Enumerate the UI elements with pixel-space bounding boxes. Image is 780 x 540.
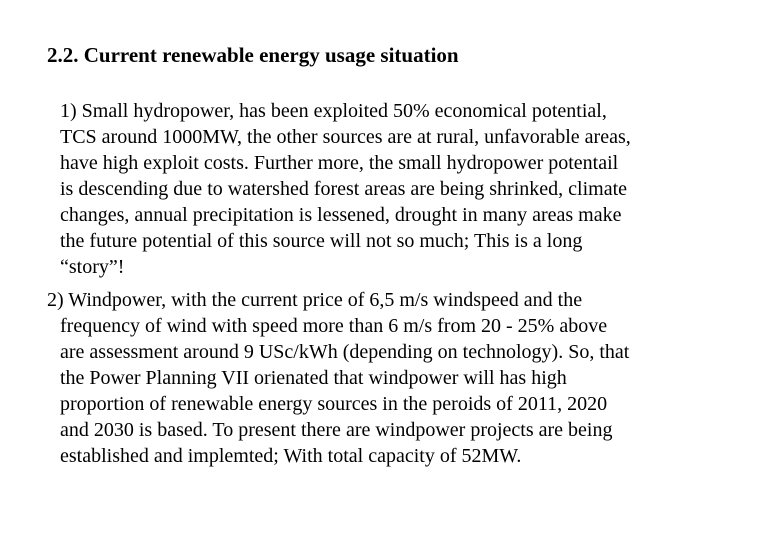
paragraph-line: “story”! xyxy=(60,256,125,278)
paragraph-line: and 2030 is based. To present there are windpower projects are being xyxy=(60,419,613,441)
paragraph-line: the future potential of this source will not so much; This is a long xyxy=(60,230,583,252)
paragraph-line: changes, annual precipitation is lessened, drought in many areas make xyxy=(60,204,622,226)
paragraph-line: 2) Windpower, with the current price of 6,5 m/s windspeed and the xyxy=(47,289,583,311)
paragraph-line: proportion of renewable energy sources in the peroids of 2011, 2020 xyxy=(60,393,608,415)
paragraph-line: the Power Planning VII orienated that windpower will has high xyxy=(60,367,567,389)
paragraph-line: have high exploit costs. Further more, the small hydropower potentail xyxy=(60,152,619,174)
paragraph-line: are assessment around 9 USc/kWh (depending on technology). So, that xyxy=(60,341,630,363)
section-heading: 2.2. Current renewable energy usage situation xyxy=(47,43,459,67)
paragraph-line: TCS around 1000MW, the other sources are at rural, unfavorable areas, xyxy=(60,126,631,148)
paragraph-line: 1) Small hydropower, has been exploited 50% economical potential, xyxy=(60,100,607,122)
paragraph-line: is descending due to watershed forest areas are being shrinked, climate xyxy=(60,178,628,200)
paragraph-line: established and implemted; With total capacity of 52MW. xyxy=(60,445,522,467)
paragraph-line: frequency of wind with speed more than 6 m/s from 20 - 25% above xyxy=(60,315,608,337)
